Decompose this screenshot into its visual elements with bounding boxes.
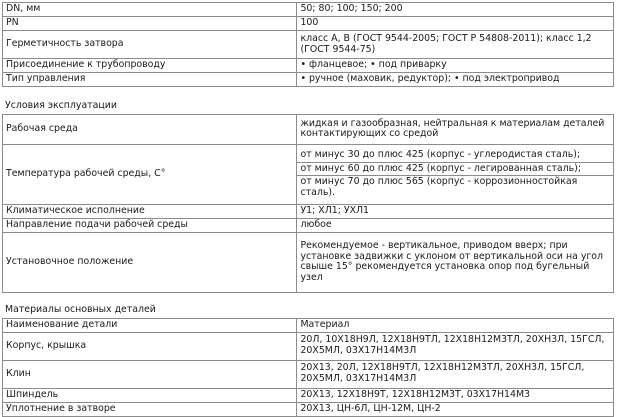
spec-value: • фланцевое; • под приварку: [297, 59, 614, 73]
table-row: [3, 31, 614, 59]
table-row: [3, 144, 614, 204]
table-row: [3, 73, 614, 87]
spec-key: Тип управления: [3, 73, 297, 87]
table-row: [3, 232, 614, 292]
spec-value: 100: [297, 17, 614, 31]
temperature-value: от минус 70 до плюс 565 (корпус - коррозионностойкая сталь).: [297, 175, 613, 200]
table-header-row: [3, 318, 614, 332]
table-row: [3, 3, 614, 17]
valve-spec-document: [2, 2, 616, 417]
part-material: 20Х13, 12Х18Н9Т, 12Х18Н12М3Т, 03Х17Н14М3: [297, 388, 614, 402]
table-row: [3, 59, 614, 73]
part-name: Корпус, крышка: [3, 332, 297, 360]
table-row: [3, 204, 614, 218]
spec-key: Герметичность затвора: [3, 31, 297, 59]
spec-key: Рабочая среда: [3, 114, 297, 144]
spec-key: PN: [3, 17, 297, 31]
part-material: 20Х13, 20Л, 12Х18Н9ТЛ, 12Х18Н12М3ТЛ, 20ХН3Л, 15ГСЛ, 20Х5МЛ, 03Х17Н14М3Л: [297, 360, 614, 388]
table-row: [3, 360, 614, 388]
part-name: Шпиндель: [3, 388, 297, 402]
column-header-part: Наименование детали: [3, 318, 297, 332]
part-material: 20Х13, ЦН-6Л, ЦН-12М, ЦН-2: [297, 402, 614, 416]
section-title-materials: Материалы основных деталей: [5, 303, 156, 315]
temperature-value: от минус 30 до плюс 425 (корпус - углеродистая сталь);: [300, 148, 581, 160]
spec-key: Установочное положение: [3, 232, 297, 292]
spec-value: класс А, В (ГОСТ 9544-2005; ГОСТ Р 54808-2011); класс 1,2 (ГОСТ 9544-75): [297, 31, 614, 59]
table-row: [3, 402, 614, 416]
spec-key: Присоединение к трубопроводу: [3, 59, 297, 73]
spec-key: Направление подачи рабочей среды: [3, 218, 297, 232]
general-specs-table: [2, 2, 614, 87]
part-name: Клин: [3, 360, 297, 388]
section-title-operating: Условия эксплуатации: [5, 100, 117, 111]
spec-value: • ручное (маховик, редуктор); • под электропривод: [297, 73, 614, 87]
table-row: [3, 218, 614, 232]
spacer: [2, 87, 616, 101]
spec-value: У1; ХЛ1; УХЛ1: [297, 204, 614, 218]
column-header-material: Материал: [297, 318, 614, 332]
part-name: Уплотнение в затворе: [3, 402, 297, 416]
spec-value: 50; 80; 100; 150; 200: [297, 3, 614, 17]
operating-conditions-table: [2, 114, 614, 293]
part-material: 20Л, 10Х18Н9Л, 12Х18Н9ТЛ, 12Х18Н12М3ТЛ, 20ХН3Л, 15ГСЛ, 20Х5МЛ, 03Х17Н14М3Л: [297, 332, 614, 360]
table-row: [3, 332, 614, 360]
spec-key: Климатическое исполнение: [3, 204, 297, 218]
spec-key: DN, мм: [3, 3, 297, 17]
table-row: [3, 388, 614, 402]
spec-value: Рекомендуемое - вертикальное, приводом вверх; при установке задвижки с уклоном от вертикальной оси на угол свыше 15° рекомендуется установка опор под бугельный узел: [297, 232, 614, 292]
table-row: [3, 114, 614, 144]
materials-table: [2, 318, 614, 417]
table-row: [3, 17, 614, 31]
spec-key: Температура рабочей среды, С°: [3, 144, 297, 204]
temperature-values: [297, 144, 614, 204]
spec-value: жидкая и газообразная, нейтральная к материалам деталей контактирующих со средой: [297, 114, 614, 144]
spec-value: любое: [297, 218, 614, 232]
temperature-value: от минус 60 до плюс 425 (корпус - легированная сталь);: [297, 162, 613, 176]
